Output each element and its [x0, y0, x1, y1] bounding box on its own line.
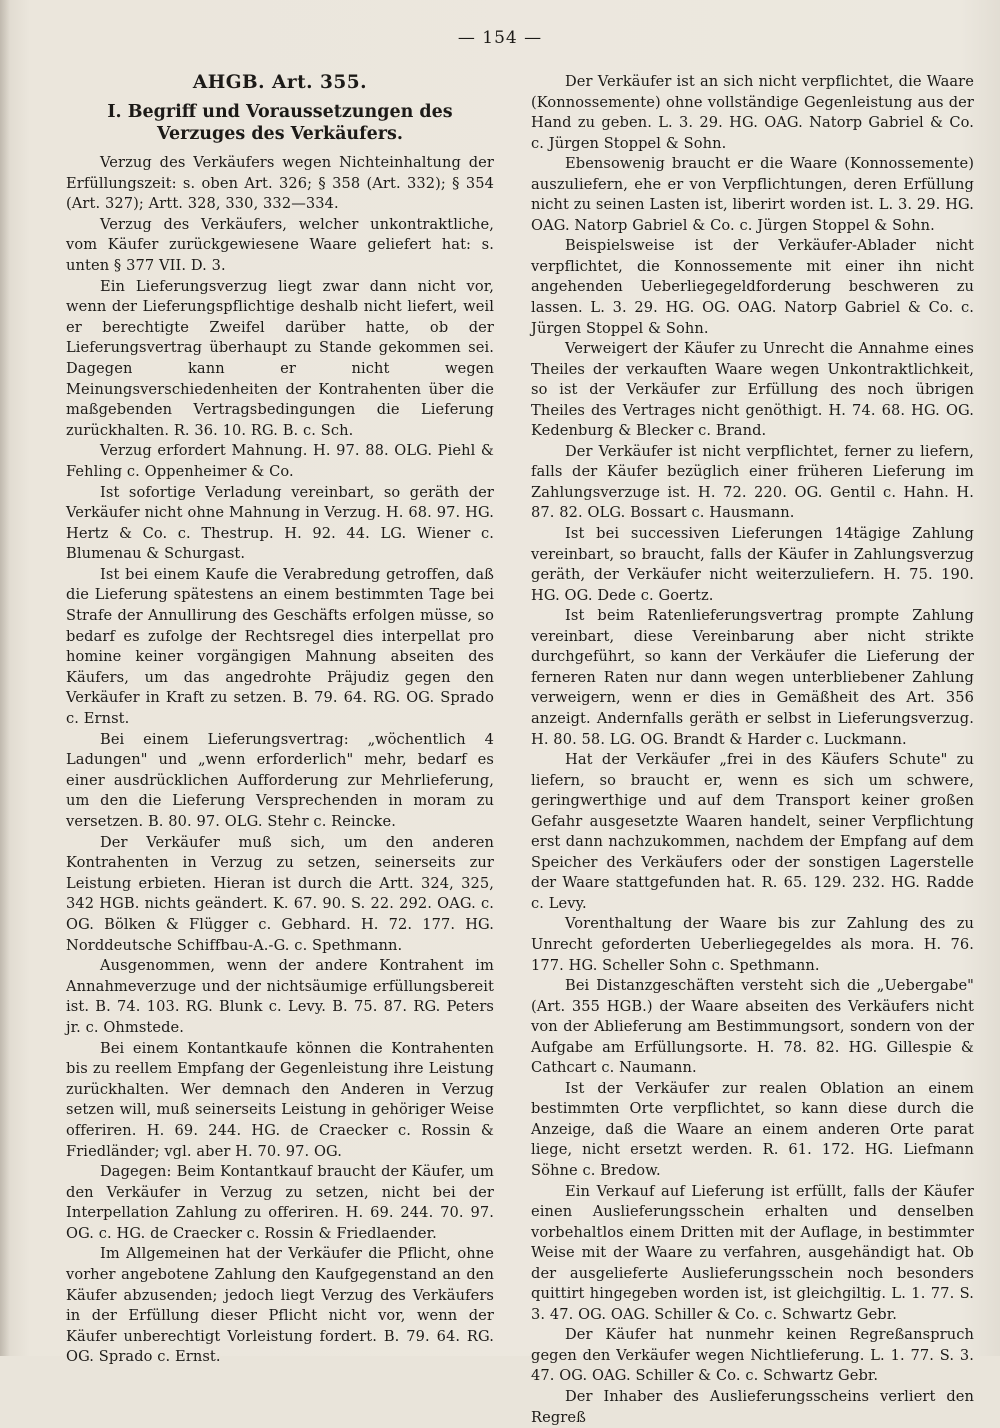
paragraph: Ist sofortige Verladung vereinbart, so geräth der Verkäufer nicht ohne Mahnung in Verzug. H. 68. 97. HG. Hertz & Co. c. Thestrup. H. 92. 44. LG. Wiener c. Blumenau & Schurgast. [66, 483, 494, 563]
paragraph: Ist bei successiven Lieferungen 14tägige Zahlung vereinbart, so braucht, falls der Käufer in Zahlungsverzug geräth, der Verkäufer nicht weiterzuliefern. H. 75. 190. HG. OG. Dede c. Goertz. [531, 525, 974, 604]
paragraph: Ausgenommen, wenn der andere Kontrahent im Annahmeverzuge und der nichtsäumige erfüllungsbereit ist. B. 74. 103. RG. Blunk c. Levy. B. 75. 87. RG. Peters jr. c. Ohmstede. [66, 957, 494, 1036]
paragraph: Bei Distanzgeschäften versteht sich die „Uebergabe" (Art. 355 HGB.) der Waare abseiten des Verkäufers nicht von der Ablieferung am Bestimmungsort, sondern von der Aufgabe am Erfüllungsorte. H. 78. 82. HG. Gillespie & Cathcart c. Naumann. [531, 977, 974, 1077]
paragraph: Der Verkäufer ist an sich nicht verpflichtet, die Waare (Konnossemente) ohne vollständige Gegenleistung aus der Hand zu geben. L. 3. 29. HG. OAG. Natorp Gabriel & Co. c. Jürgen Stoppel & Sohn. [531, 73, 974, 152]
paragraph: Dagegen: Beim Kontantkauf braucht der Käufer, um den Verkäufer in Verzug zu setzen, nicht bei der Interpellation Zahlung zu offeriren. H. 69. 244. 70. 97. OG. c. HG. de Craecker c. Rossin & Friedlaender. [66, 1163, 494, 1242]
paragraph: Ein Lieferungsverzug liegt zwar dann nicht vor, wenn der Lieferungspflichtige deshalb nicht liefert, weil er berechtigte Zweifel darüber hatte, ob der Lieferungsvertrag überhaupt zu Stande gekommen sei. Dagegen kann er nicht wegen Meinungsverschiedenheiten der Kontrahenten über die maßgebenden Vertragsbedingungen die Lieferung zurückhalten. R. 36. 10. RG. B. c. Sch. [66, 277, 494, 439]
right-column [531, 72, 974, 1428]
paragraph: Ist beim Ratenlieferungsvertrag prompte Zahlung vereinbart, diese Vereinbarung aber nicht strikte durchgeführt, so kann der Verkäufer die Lieferung der ferneren Raten nur dann wegen unterbliebener Zahlung verweigern, wenn er dies in Gemäßheit des Art. 356 anzeigt. Andernfalls geräth er selbst in Lieferungsverzug. H. 80. 58. LG. OG. Brandt & Harder c. Luckmann. [531, 607, 974, 748]
paragraph: Vorenthaltung der Waare bis zur Zahlung des zu Unrecht geforderten Ueberliegegeldes als mora. H. 76. 177. HG. Scheller Sohn c. Spethmann. [531, 915, 974, 974]
paragraph: Verzug des Verkäufers, welcher unkontraktliche, vom Käufer zurückgewiesene Waare geliefert hat: s. unten § 377 VII. D. 3. [66, 215, 494, 274]
paragraph: Verzug erfordert Mahnung. H. 97. 88. OLG. Piehl & Fehling c. Oppenheimer & Co. [66, 442, 494, 480]
paragraph: Bei einem Kontantkaufe können die Kontrahenten bis zu reellem Empfang der Gegenleistung ihre Leistung zurückhalten. Wer demnach den Anderen in Verzug setzen will, muß seinerseits Leistung in gehöriger Weise offeriren. H. 69. 244. HG. de Craecker c. Rossin & Friedländer; vgl. aber H. 70. 97. OG. [66, 1039, 494, 1160]
paragraph: Verweigert der Käufer zu Unrecht die Annahme eines Theiles der verkauften Waare wegen Unkontraktlichkeit, so ist der Verkäufer zur Erfüllung des noch übrigen Theiles des Vertrages nicht genöthigt. H. 74. 68. HG. OG. Kedenburg & Blecker c. Brand. [531, 340, 974, 440]
page-number: — 154 — [457, 28, 543, 48]
article-heading: AHGB. Art. 355. [192, 72, 368, 93]
left-column [66, 70, 494, 1368]
paragraph: Der Verkäufer ist nicht verpflichtet, ferner zu liefern, falls der Käufer bezüglich einer früheren Lieferung im Zahlungsverzuge ist. H. 72. 220. OG. Gentil c. Hahn. H. 87. 82. OLG. Bossart c. Hausmann. [531, 442, 974, 522]
paragraph: Bei einem Lieferungsvertrag: „wöchentlich 4 Ladungen" und „wenn erforderlich" mehr, bedarf es einer ausdrücklichen Aufforderung zur Mehrlieferung, um den die Lieferung Versprechenden in moram zu versetzen. B. 80. 97. OLG. Stehr c. Reincke. [66, 730, 494, 830]
page-edge-shadow [0, 0, 10, 1356]
paragraph: Ist der Verkäufer zur realen Oblation an einem bestimmten Orte verpflichtet, so kann diese durch die Anzeige, daß die Waare an einem anderen Orte parat liege, nicht ersetzt werden. R. 61. 172. HG. Liefmann Söhne c. Bredow. [531, 1079, 974, 1179]
paragraph: Beispielsweise ist der Verkäufer-Ablader nicht verpflichtet, die Konnossemente mit einer ihn nicht angehenden Ueberliegegeldforderung beschweren zu lassen. L. 3. 29. HG. OG. OAG. Natorp Gabriel & Co. c. Jürgen Stoppel & Sohn. [531, 237, 974, 337]
paragraph: Im Allgemeinen hat der Verkäufer die Pflicht, ohne vorher angebotene Zahlung den Kaufgegenstand an den Käufer abzusenden; jedoch liegt Verzug des Verkäufers in der Erfüllung dieser Pflicht nicht vor, wenn der Käufer unberechtigt Vorleistung fordert. B. 79. 64. RG. OG. Sprado c. Ernst. [66, 1245, 494, 1366]
paragraph: Hat der Verkäufer „frei in des Käufers Schute" zu liefern, so braucht er, wenn es sich um schwere, geringwerthige und auf dem Transport keiner großen Gefahr ausgesetzte Waaren handelt, seiner Verpflichtung erst dann nachzukommen, nachdem der Empfang auf dem Speicher des Verkäufers oder der sonstigen Lagerstelle der Waare stattgefunden hat. R. 65. 129. 232. HG. Radde c. Levy. [531, 751, 974, 912]
paragraph: Der Verkäufer muß sich, um den anderen Kontrahenten in Verzug zu setzen, seinerseits zur Leistung erbieten. Hieran ist durch die Artt. 324, 325, 342 HGB. nichts geändert. K. 67. 90. S. 22. 292. OAG. c. OG. Bölken & Flügger c. Gebhard. H. 72. 177. HG. Norddeutsche Schiffbau-A.-G. c. Spethmann. [66, 833, 494, 954]
paragraph: Ist bei einem Kaufe die Verabredung getroffen, daß die Lieferung spätestens an einem bestimmten Tage bei Strafe der Annullirung des Geschäfts erfolgen müsse, so bedarf es zufolge der Rechtsregel dies interpellat pro homine keiner vorgängigen Mahnung abseiten des Käufers, um das angedrohte Präjudiz gegen den Verkäufer in Kraft zu setzen. B. 79. 64. RG. OG. Sprado c. Ernst. [66, 565, 494, 728]
paragraph: Der Inhaber des Auslieferungsscheins verliert den Regreß [531, 1388, 974, 1426]
paragraph: Verzug des Verkäufers wegen Nichteinhaltung der Erfüllungszeit: s. oben Art. 326; § 358 (Art. 332); § 354 (Art. 327); Artt. 328, 330, 332—334. [66, 154, 494, 213]
paragraph: Ein Verkauf auf Lieferung ist erfüllt, falls der Käufer einen Auslieferungsschein erhalten und denselben vorbehaltlos einem Dritten mit der Auflage, in bestimmter Weise mit der Waare zu verfahren, ausgehändigt hat. Ob der ausgelieferte Auslieferungsschein noch besonders quittirt hingegeben worden ist, ist gleichgiltig. L. 1. 77. S. 3. 47. OG. OAG. Schiller & Co. c. Schwartz Gebr. [531, 1182, 974, 1323]
section-heading: I. Begriff und Voraussetzungen des Verzuges des Verkäufers. [107, 102, 453, 144]
paragraph: Ebensowenig braucht er die Waare (Konnossemente) auszuliefern, ehe er von Verpflichtungen, deren Erfüllung nicht zu seinen Lasten ist, liberirt worden ist. L. 3. 29. HG. OAG. Natorp Gabriel & Co. c. Jürgen Stoppel & Sohn. [531, 155, 974, 234]
paragraph: Der Käufer hat nunmehr keinen Regreßanspruch gegen den Verkäufer wegen Nichtlieferung. L. 1. 77. S. 3. 47. OG. OAG. Schiller & Co. c. Schwartz Gebr. [531, 1326, 974, 1385]
